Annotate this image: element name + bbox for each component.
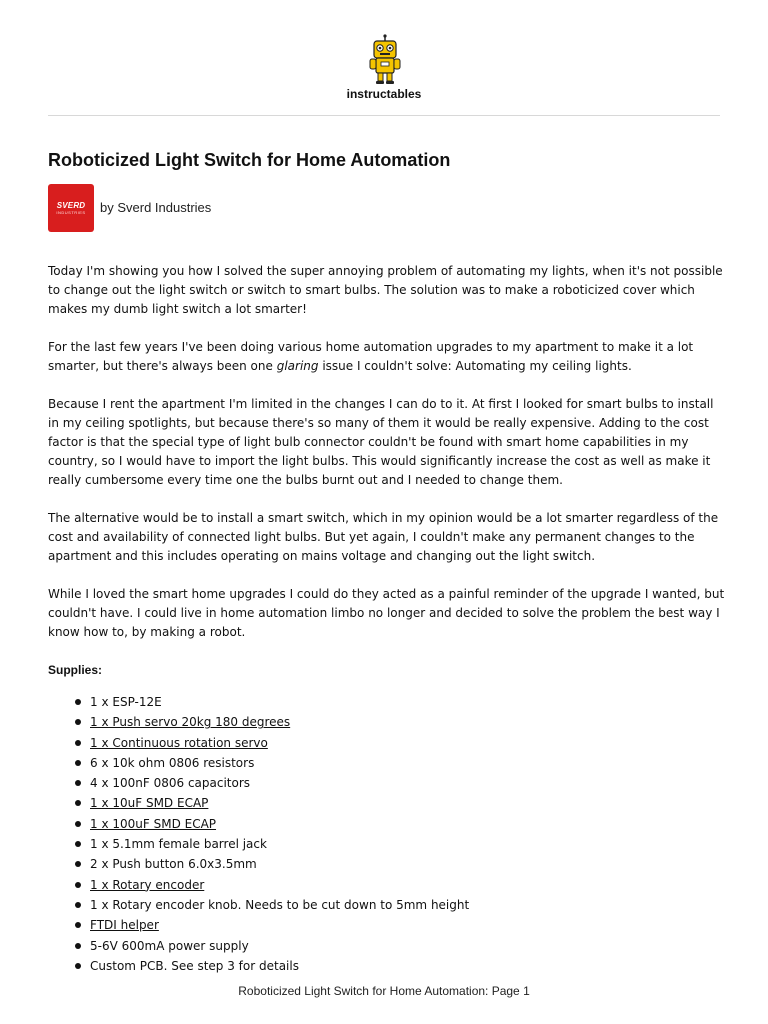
bullet-icon <box>75 780 81 786</box>
supply-text: 1 x 5.1mm female barrel jack <box>90 837 267 852</box>
paragraph-alternative: The alternative would be to install a smart switch, which in my opinion would be a lot smarter regardless of the cost and availability of connected light bulbs. But yet again, I couldn't make any permanent changes to the apartment and this includes operating on mains voltage and changing out the light switch. <box>48 511 719 563</box>
author-avatar[interactable] <box>48 184 94 232</box>
bullet-icon <box>75 861 81 867</box>
bullet-icon <box>75 821 81 827</box>
supply-text: 1 x Rotary encoder knob. Needs to be cut down to 5mm height <box>90 897 470 912</box>
author-byline[interactable]: by Sverd Industries <box>100 200 212 215</box>
avatar-logo-subtext: INDUSTRIES <box>56 210 86 215</box>
list-item <box>90 793 728 813</box>
paragraph-background <box>48 338 728 376</box>
list-item <box>90 753 728 773</box>
bullet-icon <box>75 902 81 908</box>
list-item <box>90 712 728 732</box>
supplies-list <box>48 692 728 976</box>
list-item <box>90 733 728 753</box>
bullet-icon <box>75 943 81 949</box>
instructables-robot-logo-icon[interactable] <box>364 34 406 86</box>
supply-text: 2 x Push button 6.0x3.5mm <box>90 857 257 872</box>
supply-text: 6 x 10k ohm 0806 resistors <box>90 755 255 770</box>
page-title: Roboticized Light Switch for Home Automation <box>48 150 451 170</box>
list-item <box>90 875 728 895</box>
paragraph-motivation: While I loved the smart home upgrades I could do they acted as a painful reminder of the upgrade I wanted, but couldn't have. I could live in home automation limbo no longer and decided to solve the problem the best way I know how to, by making a robot. <box>48 587 725 639</box>
list-item <box>90 692 728 712</box>
article-body <box>48 262 728 976</box>
list-item <box>90 895 728 915</box>
emphasis-glaring: glaring <box>276 359 319 373</box>
paragraph-intro: Today I'm showing you how I solved the super annoying problem of automating my lights, when it's not possible to change out the light switch or switch to smart bulbs. The solution was to make a roboticized cover which makes my dumb light switch a lot smarter! <box>48 264 723 316</box>
supply-link[interactable]: 1 x Push servo 20kg 180 degrees <box>90 715 291 730</box>
list-item <box>90 834 728 854</box>
supply-link[interactable]: 1 x Rotary encoder <box>90 877 205 892</box>
bullet-icon <box>75 800 81 806</box>
header-divider <box>48 115 720 116</box>
supply-link[interactable]: 1 x 100uF SMD ECAP <box>90 816 217 831</box>
supply-text: Custom PCB. See step 3 for details <box>90 958 299 973</box>
bullet-icon <box>75 882 81 888</box>
brand-name[interactable]: instructables <box>346 87 422 101</box>
bullet-icon <box>75 922 81 928</box>
list-item <box>90 915 728 935</box>
supply-link[interactable]: 1 x 10uF SMD ECAP <box>90 796 209 811</box>
list-item <box>90 773 728 793</box>
bullet-icon <box>75 740 81 746</box>
bullet-icon <box>75 699 81 705</box>
supply-text: 1 x ESP-12E <box>90 695 162 709</box>
supply-text: 4 x 100nF 0806 capacitors <box>90 776 251 791</box>
bullet-icon <box>75 760 81 766</box>
avatar-logo-text: SVERD <box>56 201 86 210</box>
page-header <box>0 0 768 116</box>
bullet-icon <box>75 719 81 725</box>
supply-text: 5-6V 600mA power supply <box>90 938 249 953</box>
bullet-icon <box>75 841 81 847</box>
paragraph-rental: Because I rent the apartment I'm limited in the changes I can do to it. At first I looked for smart bulbs to install in my ceiling spotlights, but because there's so many of them it would be really expensive. Adding to the cost factor is that the special type of light bulb connector couldn't be found with smart home capabilities in my country, so I would have to import the light bulbs. This would significantly increase the cost as well as make it really cumbersome every time one the bulbs burnt out and I needed to change them. <box>48 397 714 487</box>
list-item <box>90 854 728 874</box>
list-item <box>90 814 728 834</box>
page-footer: Roboticized Light Switch for Home Automation: Page 1 <box>238 984 530 998</box>
paragraph-background-start: For the last few years I've been doing various home automation upgrades to my apartment to make it a lot smarter, but there's always been one <box>48 340 694 373</box>
list-item <box>90 956 728 976</box>
bullet-icon <box>75 963 81 969</box>
list-item <box>90 936 728 956</box>
supply-link[interactable]: 1 x Continuous rotation servo <box>90 735 268 750</box>
supply-link[interactable]: FTDI helper <box>90 918 159 933</box>
supplies-heading: Supplies: <box>48 663 103 677</box>
paragraph-background-end: issue I couldn't solve: Automating my ceiling lights. <box>318 359 632 373</box>
